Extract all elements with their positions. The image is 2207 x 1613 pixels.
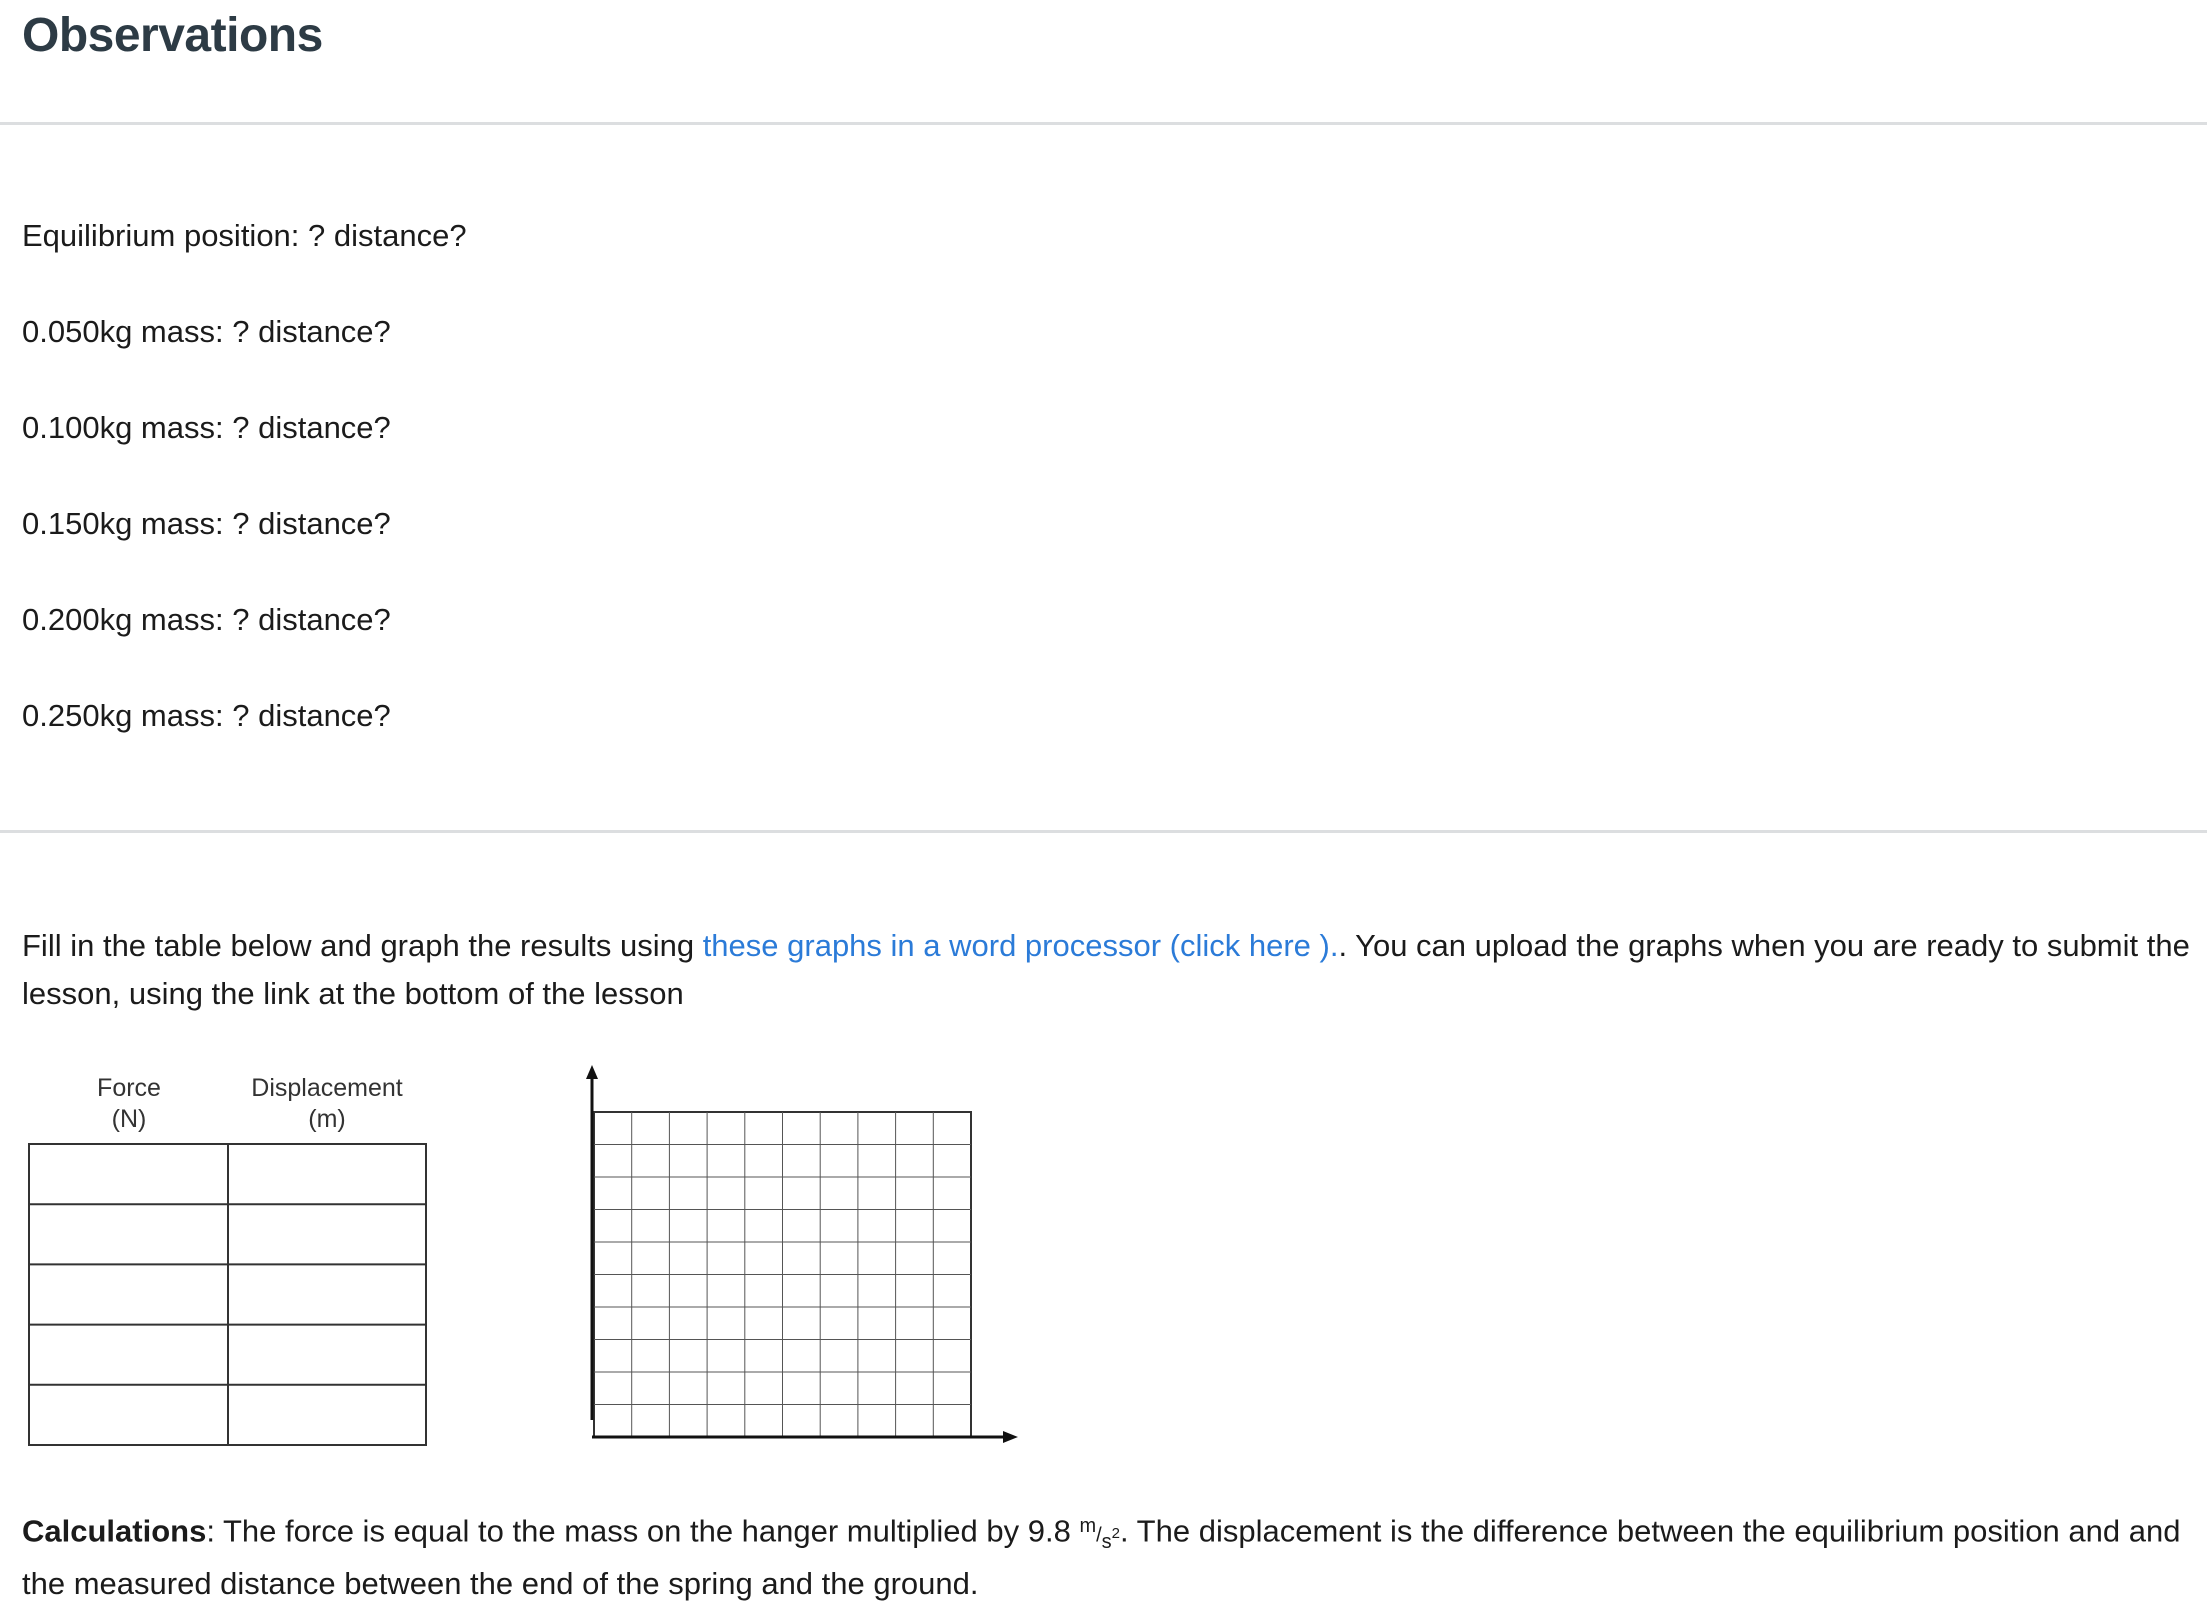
calculations-label: Calculations: [22, 1513, 207, 1549]
x-axis-arrow: [1003, 1431, 1018, 1443]
table-and-graph-figure: [0, 1050, 1040, 1460]
divider: [0, 122, 2207, 125]
y-axis-arrow: [586, 1065, 598, 1079]
force-header: Force: [97, 1074, 161, 1102]
observation-mass-0200: 0.200kg mass: ? distance?: [22, 602, 391, 637]
blank-graph: [586, 1065, 1018, 1443]
calculations-paragraph: Calculations: The force is equal to the mass on the hanger multiplied by 9.8 $m/s^2$. The displacement is the difference between the equilibrium position and and the measured distance between the end of the spring and the ground.: [22, 1513, 2181, 1601]
observation-mass-0150: 0.150kg mass: ? distance?: [22, 506, 391, 541]
observation-mass-0050: 0.050kg mass: ? distance?: [22, 314, 391, 349]
displacement-header: Displacement: [251, 1074, 403, 1102]
observation-mass-0250: 0.250kg mass: ? distance?: [22, 698, 391, 733]
acceleration-unit: $m/s^2$: [1079, 1514, 1121, 1553]
page-title: Observations: [22, 9, 323, 62]
graphs-link[interactable]: these graphs in a word processor (click here ).: [702, 928, 1339, 963]
observation-equilibrium: Equilibrium position: ? distance?: [22, 218, 467, 253]
instructions-paragraph: Fill in the table below and graph the results using these graphs in a word processor (click here ).. You can upload the graphs when you are ready to submit the lesson, using the link at the bottom of the lesson: [22, 928, 2190, 1011]
data-table: [29, 1074, 426, 1445]
displacement-unit: (m): [308, 1105, 346, 1133]
force-unit: (N): [111, 1105, 147, 1133]
divider: [0, 830, 2207, 833]
observation-mass-0100: 0.100kg mass: ? distance?: [22, 410, 391, 445]
